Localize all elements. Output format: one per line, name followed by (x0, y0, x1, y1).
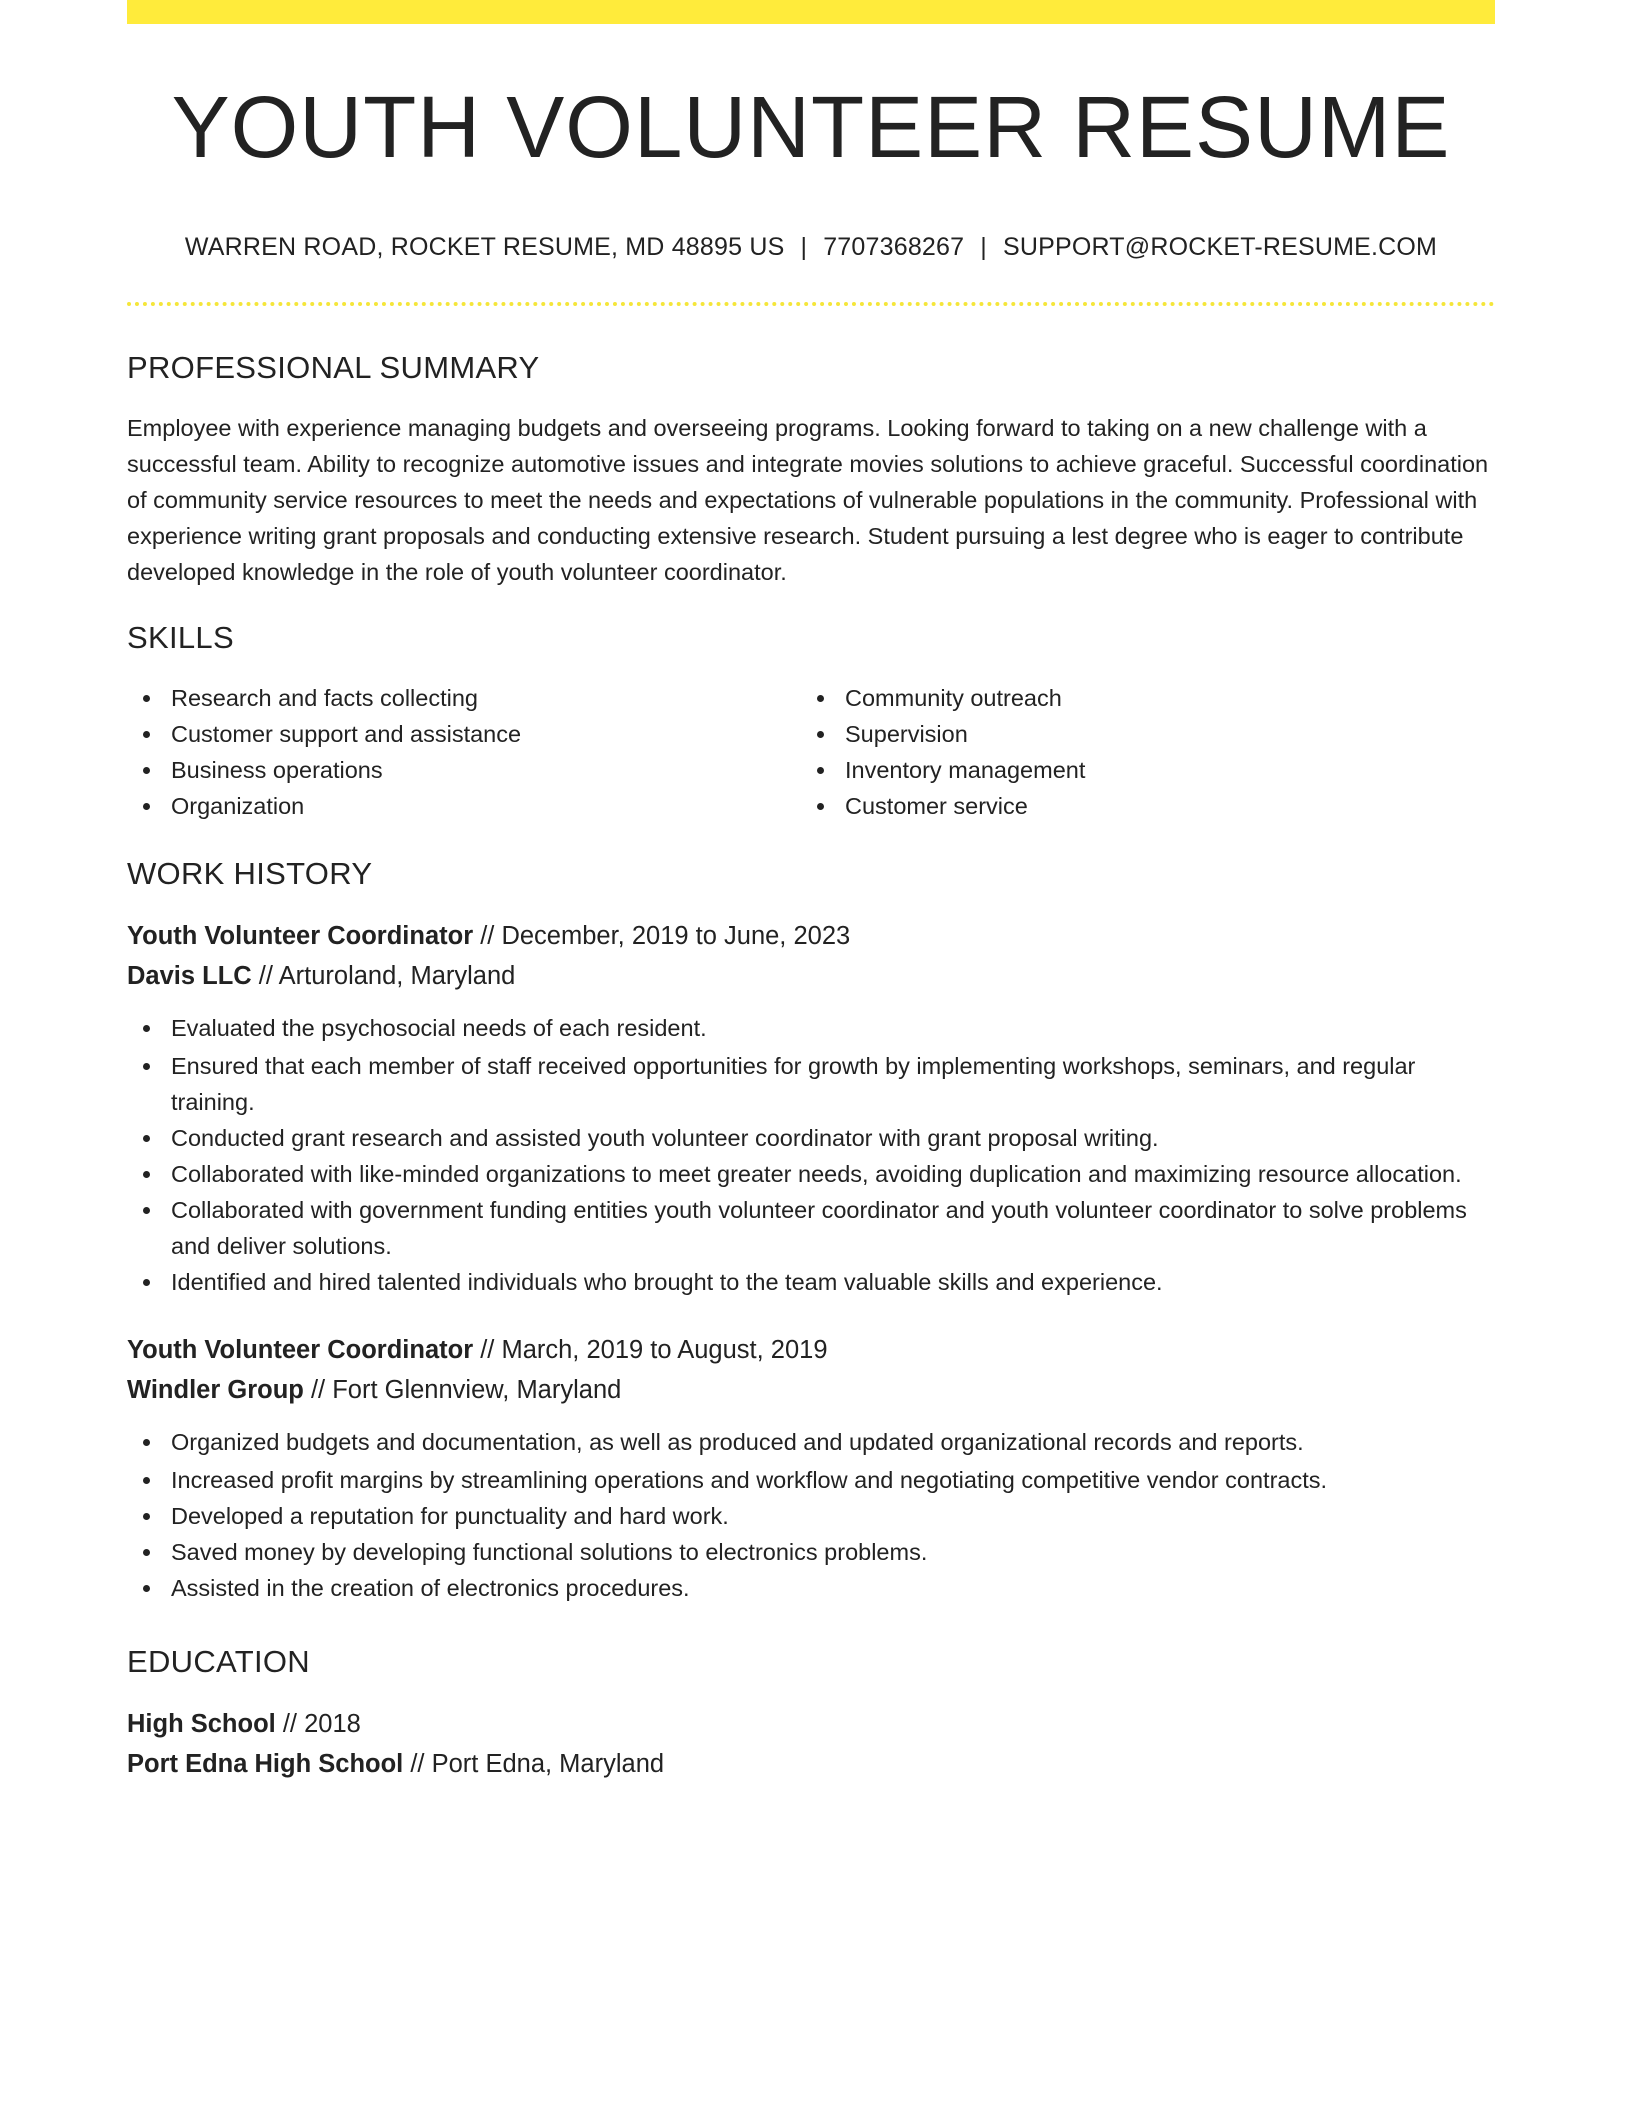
bullet-icon (143, 1207, 150, 1214)
accent-bar (127, 0, 1495, 24)
duty-text: Identified and hired talented individuals who brought to the team valuable skills and experience. (171, 1269, 1163, 1296)
contact-line (127, 233, 1495, 262)
contact-separator: | (800, 233, 808, 262)
bullet-icon (817, 731, 824, 738)
education-school-line (127, 1744, 1495, 1784)
duty-text: Developed a reputation for punctuality and hard work. (171, 1503, 729, 1530)
bullet-icon (143, 803, 150, 810)
resume-title: YOUTH VOLUNTEER RESUME (171, 79, 1451, 176)
bullet-icon (143, 1549, 150, 1556)
duty-item (127, 1156, 1495, 1192)
duty-text: Assisted in the creation of electronics procedures. (171, 1575, 690, 1602)
education-school: Port Edna High School (127, 1750, 404, 1779)
duty-text: Evaluated the psychosocial needs of each resident. (171, 1015, 707, 1042)
skill-label: Research and facts collecting (171, 685, 478, 712)
contact-address: WARREN ROAD, ROCKET RESUME, MD 48895 US (184, 233, 785, 262)
duty-item (127, 1534, 1495, 1570)
job-duties (127, 1424, 1495, 1606)
skill-item (127, 788, 801, 824)
resume-page (127, 0, 1495, 1784)
skill-label: Supervision (845, 721, 968, 748)
education-degree-line (127, 1704, 1495, 1744)
duty-item (127, 1010, 1495, 1046)
contact-phone: 7707368267 (823, 233, 965, 262)
job-title-line (127, 916, 1495, 956)
bullet-icon (143, 731, 150, 738)
job-dates: // March, 2019 to August, 2019 (473, 1336, 828, 1365)
bullet-icon (143, 1513, 150, 1520)
skill-item (801, 752, 1475, 788)
duty-item (127, 1120, 1495, 1156)
job-dates: // December, 2019 to June, 2023 (473, 922, 851, 951)
duty-text: Saved money by developing functional solutions to electronics problems. (171, 1539, 928, 1566)
education-location: // Port Edna, Maryland (403, 1750, 665, 1779)
bullet-icon (143, 767, 150, 774)
skill-label: Community outreach (845, 685, 1062, 712)
work-history-heading: WORK HISTORY (127, 856, 373, 892)
duty-item (127, 1498, 1495, 1534)
contact-separator: | (980, 233, 987, 262)
bullet-icon (143, 1439, 150, 1446)
skills-column-left (127, 680, 801, 824)
duty-text: Collaborated with like-minded organizations to meet greater needs, avoiding duplication and maximizing resource allocation. (171, 1161, 1462, 1188)
education-degree: High School (127, 1710, 276, 1739)
bullet-icon (143, 1171, 150, 1178)
contact-email: SUPPORT@ROCKET-RESUME.COM (1002, 233, 1438, 262)
job-company: Windler Group (127, 1376, 304, 1405)
job-company-line (127, 956, 1495, 996)
job-title: Youth Volunteer Coordinator (127, 1336, 474, 1365)
bullet-icon (143, 1135, 150, 1142)
summary-heading: PROFESSIONAL SUMMARY (127, 350, 540, 386)
bullet-icon (143, 1025, 150, 1032)
duty-item (127, 1570, 1495, 1606)
bullet-icon (817, 803, 824, 810)
skill-label: Customer support and assistance (171, 721, 522, 748)
skills-grid (127, 680, 1495, 824)
duty-text: Ensured that each member of staff received opportunities for growth by implementing workshops, seminars, and regular training. (171, 1053, 1416, 1116)
skill-item (127, 716, 801, 752)
job-location: // Fort Glennview, Maryland (303, 1376, 622, 1405)
duty-text: Organized budgets and documentation, as well as produced and updated organizational records and reports. (171, 1429, 1304, 1456)
duty-text: Increased profit margins by streamlining operations and workflow and negotiating competitive vendor contracts. (171, 1467, 1328, 1494)
skill-item (801, 680, 1475, 716)
job-entry (127, 1330, 1495, 1606)
job-company: Davis LLC (127, 962, 252, 991)
bullet-icon (143, 1585, 150, 1592)
bullet-icon (143, 1477, 150, 1484)
skill-label: Inventory management (845, 757, 1086, 784)
skills-column-right (801, 680, 1475, 824)
skill-label: Business operations (171, 757, 383, 784)
education-heading: EDUCATION (127, 1644, 310, 1680)
dotted-divider (127, 302, 1495, 306)
duty-item (127, 1264, 1495, 1300)
duty-text: Collaborated with government funding entities youth volunteer coordinator and youth volunteer coordinator to solve problems and deliver solutions. (171, 1197, 1467, 1260)
bullet-icon (143, 695, 150, 702)
skill-item (801, 788, 1475, 824)
summary-text: Employee with experience managing budgets and overseeing programs. Looking forward to taking on a new challenge with a successful team. Ability to recognize automotive issues and integrate movies solutions to achieve graceful. Successful coordination of community service resources to meet the needs and expectations of vulnerable populations in the community. Professional with experience writing grant proposals and conducting extensive research. Student pursuing a lest degree who is eager to contribute developed knowledge in the role of youth volunteer coordinator. (127, 415, 1489, 586)
skill-label: Customer service (845, 793, 1028, 820)
job-company-line (127, 1370, 1495, 1410)
bullet-icon (817, 695, 824, 702)
bullet-icon (143, 1279, 150, 1286)
job-title: Youth Volunteer Coordinator (127, 922, 474, 951)
job-entry (127, 916, 1495, 1300)
duty-item (127, 1424, 1495, 1460)
duty-item (127, 1192, 1495, 1264)
education-year: // 2018 (275, 1710, 361, 1739)
skill-item (801, 716, 1475, 752)
duty-item (127, 1462, 1495, 1498)
skills-heading: SKILLS (127, 620, 234, 656)
skill-label: Organization (171, 793, 305, 820)
bullet-icon (817, 767, 824, 774)
skill-item (127, 752, 801, 788)
job-title-line (127, 1330, 1495, 1370)
skill-item (127, 680, 801, 716)
job-location: // Arturoland, Maryland (251, 962, 516, 991)
duty-text: Conducted grant research and assisted youth volunteer coordinator with grant proposal writing. (171, 1125, 1159, 1152)
job-duties (127, 1010, 1495, 1300)
duty-item (127, 1048, 1495, 1120)
bullet-icon (143, 1063, 150, 1070)
